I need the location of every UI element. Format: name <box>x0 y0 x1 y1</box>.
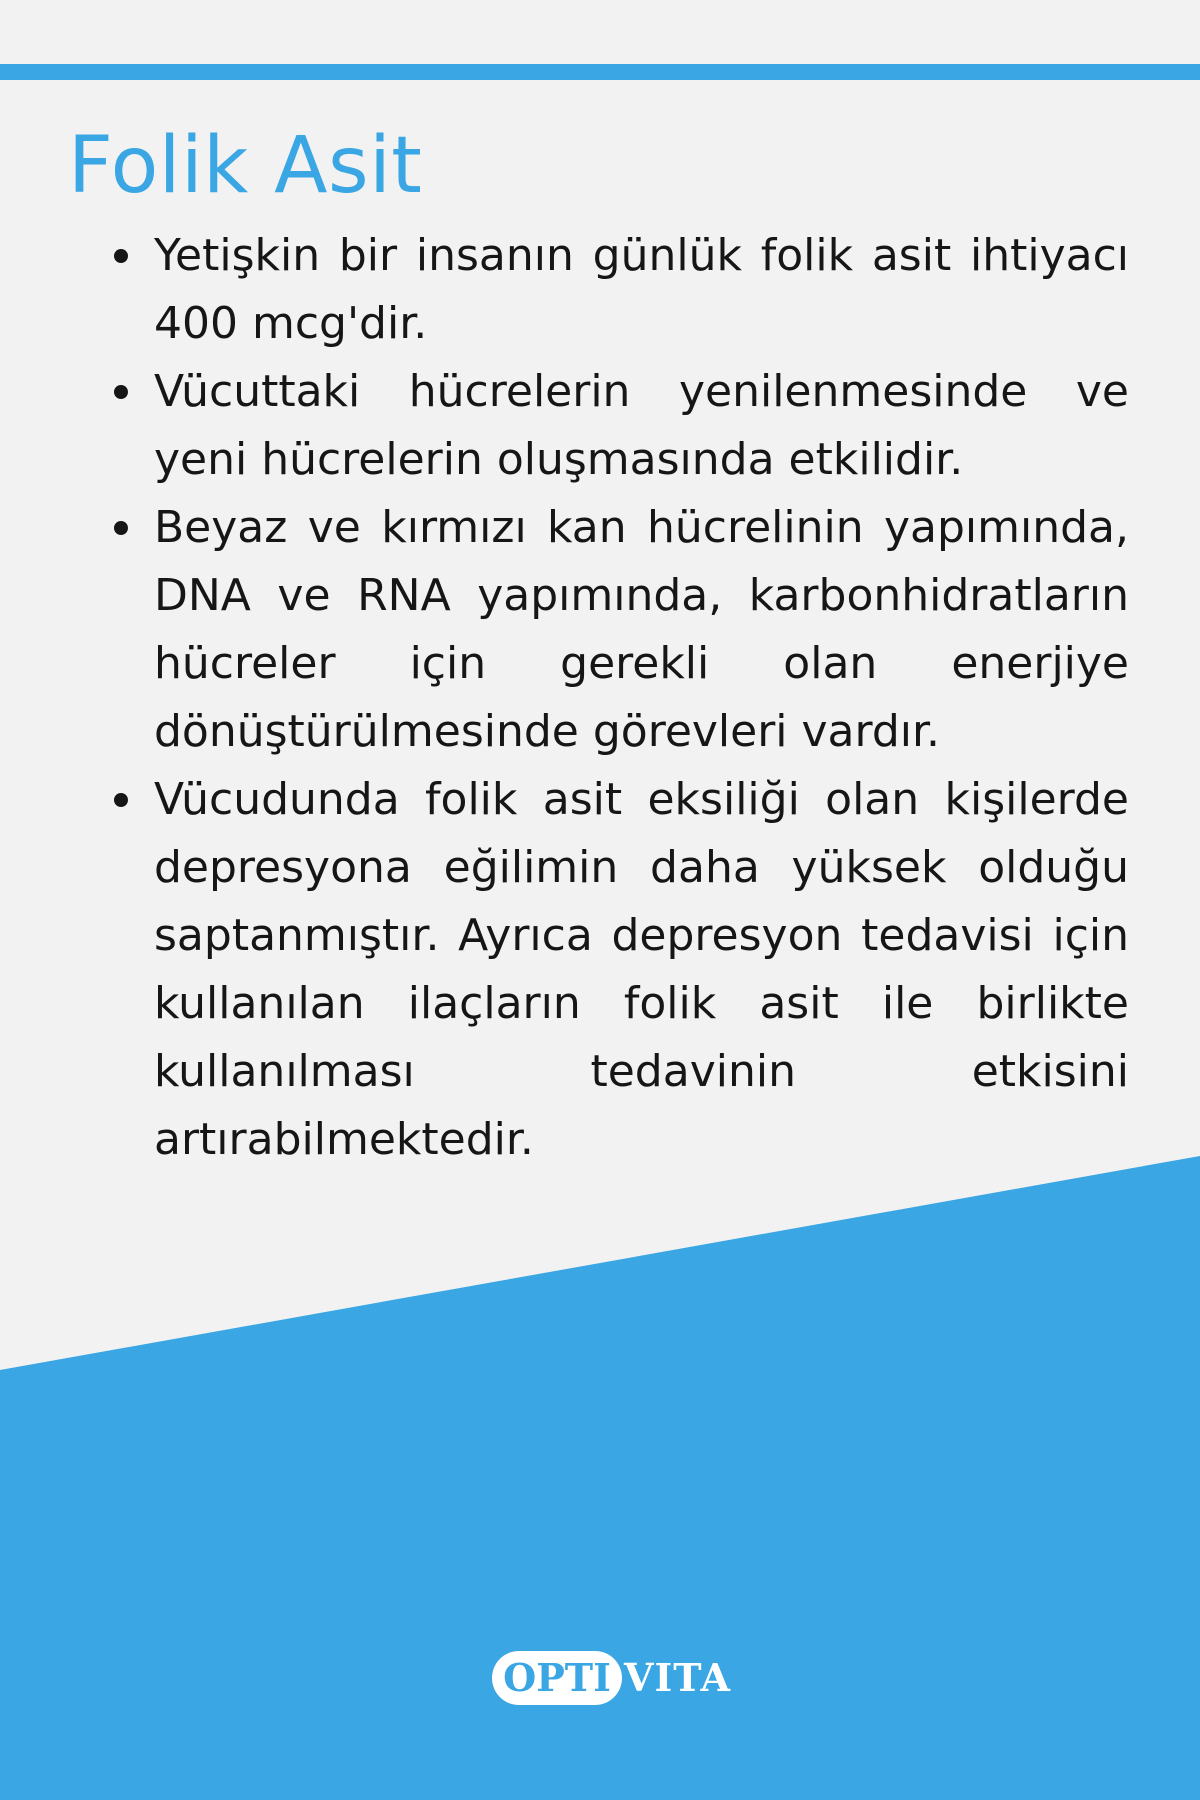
bullet-text: Vücuttaki hücrelerin yenilenmesinde ve yeni hücrelerin oluşmasında etkilidir. <box>154 366 1129 485</box>
bullet-dot-icon <box>114 521 128 535</box>
list-item <box>154 222 1129 358</box>
bullet-dot-icon <box>114 249 128 263</box>
bullet-text: Beyaz ve kırmızı kan hücrelinin yapımında, DNA ve RNA yapımında, karbonhidratların hücreler için gerekli olan enerjiye dönüştürülmesinde görevleri vardır. <box>154 502 1129 757</box>
bullet-dot-icon <box>114 385 128 399</box>
list-item <box>154 494 1129 766</box>
logo-text-vita: VITA <box>624 1655 731 1700</box>
bullet-text: Vücudunda folik asit eksiliği olan kişilerde depresyona eğilimin daha yüksek olduğu saptanmıştır. Ayrıca depresyon tedavisi için kullanılan ilaçların folik asit ile birlikte kullanılması tedavinin etkisini artırabilmektedir. <box>154 774 1129 1165</box>
list-item <box>154 358 1129 494</box>
bullet-dot-icon <box>114 793 128 807</box>
bullet-text: Yetişkin bir insanın günlük folik asit ihtiyacı 400 mcg'dir. <box>154 230 1129 349</box>
brand-logo <box>492 1648 731 1710</box>
page-title: Folik Asit <box>68 121 423 211</box>
logo-text-opti: OPTI <box>503 1655 611 1700</box>
bullet-list <box>154 222 1129 1174</box>
list-item <box>154 766 1129 1174</box>
